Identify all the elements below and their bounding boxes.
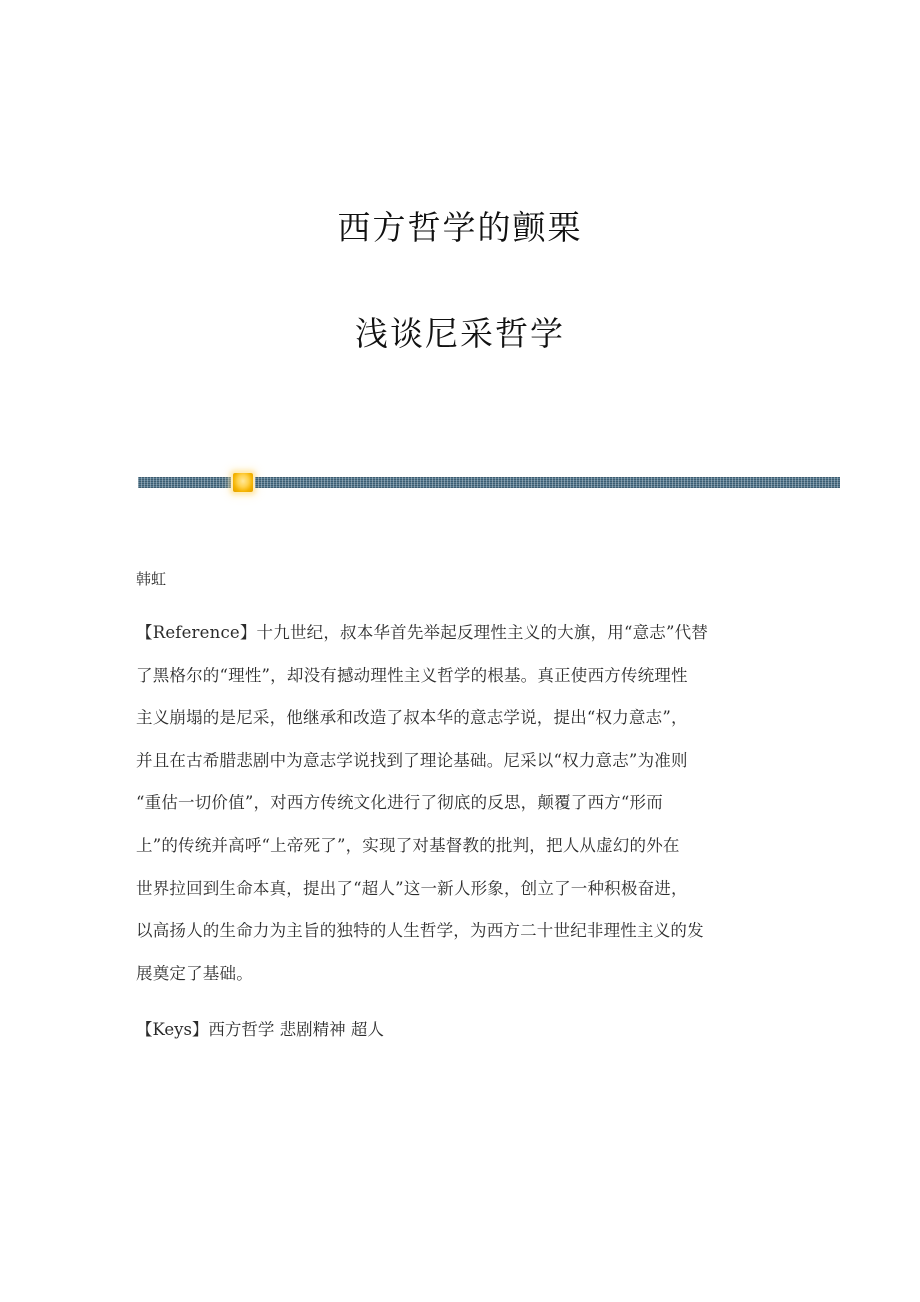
- abstract-line: 【Reference】十九世纪，叔本华首先举起反理性主义的大旗，用“意志”代替: [136, 623, 709, 642]
- abstract-line: 世界拉回到生命本真，提出了“超人”这一新人形象，创立了一种积极奋进，: [136, 878, 688, 898]
- gold-square-ornament-icon: [233, 473, 253, 492]
- decorative-divider: [138, 477, 840, 488]
- abstract-line: 上”的传统并高呼“上帝死了”，实现了对基督教的批判，把人从虚幻的外在: [136, 835, 680, 855]
- keywords-line: 【Keys】西方哲学 悲剧精神 超人: [136, 1020, 384, 1040]
- abstract-line: 并且在古希腊悲剧中为意志学说找到了理论基础。尼采以“权力意志”为准则: [136, 750, 688, 770]
- abstract-line: 以高扬人的生命力为主旨的独特的人生哲学，为西方二十世纪非理性主义的发: [136, 921, 704, 941]
- abstract-paragraph: [136, 612, 784, 995]
- divider-bar-right: [255, 477, 840, 488]
- page-subtitle: 浅谈尼采哲学: [355, 314, 565, 353]
- author-name: 韩虹: [136, 570, 167, 588]
- document-body: [136, 568, 784, 1052]
- abstract-line: “重估一切价值”，对西方传统文化进行了彻底的反思，颠覆了西方“形而: [136, 793, 663, 813]
- title-block: [0, 206, 920, 356]
- abstract-line: 主义崩塌的是尼采，他继承和改造了叔本华的意志学说，提出“权力意志”，: [136, 708, 688, 728]
- page-title: 西方哲学的颤栗: [337, 208, 583, 247]
- abstract-line: 展奠定了基础。: [136, 963, 253, 983]
- divider-bar-left: [138, 477, 231, 488]
- abstract-line: 了黑格尔的“理性”，却没有撼动理性主义哲学的根基。真正使西方传统理性: [136, 665, 688, 685]
